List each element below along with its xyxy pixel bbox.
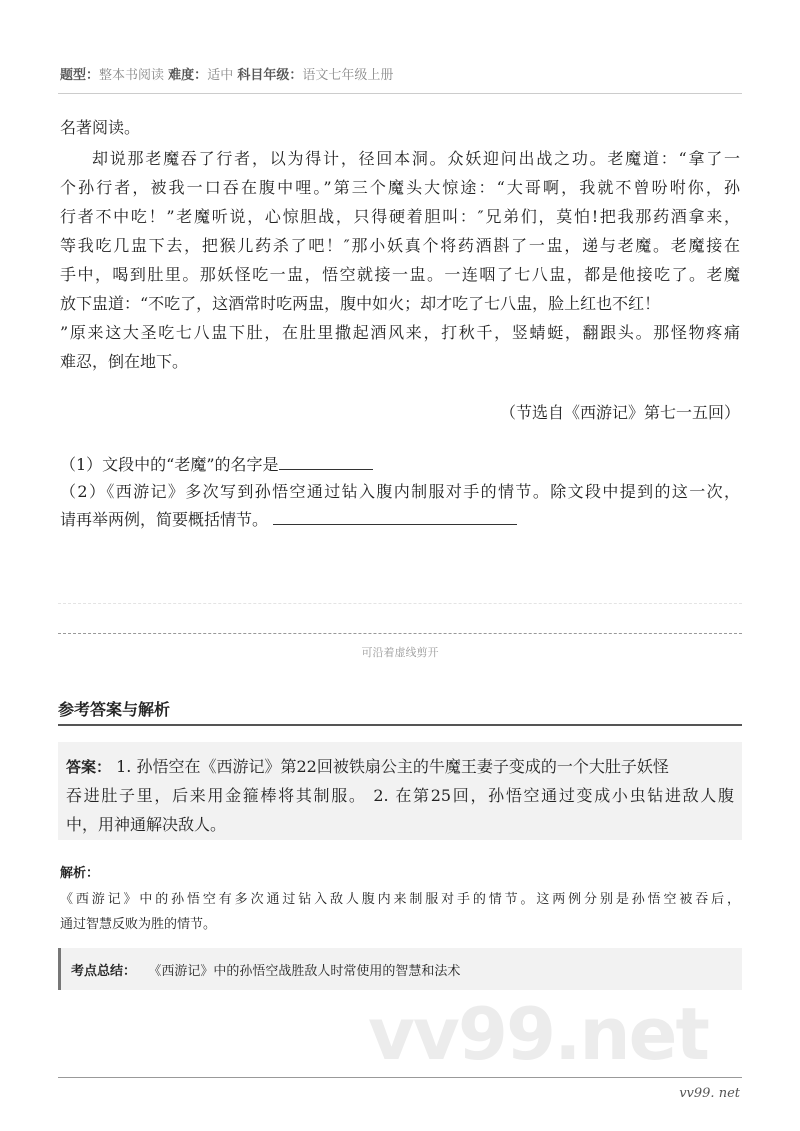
difficulty-value: 适中 — [207, 68, 234, 83]
passage-line: ”原来这大圣吃七八盅下肚，在肚里撒起酒风来，打秋千，竖蜻蜓，翻跟头。那怪物疼痛 — [60, 323, 740, 342]
header-divider — [58, 93, 742, 94]
answer-line — [66, 754, 734, 777]
passage-line: 却说那老魔吞了行者，以为得计，径回本洞。众妖迎问出战之功。老魔道：“拿了一 — [92, 149, 740, 168]
question-2-line-2 — [60, 507, 740, 530]
section-divider — [58, 724, 742, 726]
analysis-line: 《西游记》中的孙悟空有多次通过钻入敌人腹内来制服对手的情节。这两例分别是孙悟空被吞后， — [60, 892, 740, 907]
passage-line: 等我吃几盅下去，把猴儿药杀了吧！″那小妖真个将药酒斟了一盅，递与老魔。老魔接在 — [60, 236, 740, 255]
question-1 — [60, 452, 740, 475]
cut-hint: 可沿着虚线剪开 — [361, 646, 439, 659]
grade-label: 科目年级： — [237, 68, 303, 83]
watermark: vv99.net — [368, 992, 708, 1076]
analysis-line: 通过智慧反败为胜的情节。 — [60, 917, 217, 932]
type-value: 整本书阅读 — [99, 68, 165, 83]
passage-line: 行者不中吃！”老魔听说，心惊胆战，只得硬着胆叫：″兄弟们，莫怕!把我那药酒拿来， — [60, 207, 740, 226]
passage-line: 个孙行者，被我一口吞在腹中哩。”第三个魔头大惊途：“大哥啊，我就不曾吩咐你，孙 — [60, 178, 740, 197]
cut-line — [58, 633, 742, 634]
passage-line: 手中，喝到肚里。那妖怪吃一盅，悟空就接一盅。一连咽了七八盅，都是他接吃了。老魔 — [60, 265, 740, 284]
summary-line — [71, 960, 751, 979]
answer-section-title: 参考答案与解析 — [58, 700, 171, 719]
analysis-label: 解析： — [60, 866, 100, 881]
answer-blank-2[interactable] — [273, 510, 517, 525]
difficulty-label: 难度： — [168, 68, 208, 83]
footer-divider — [58, 1077, 742, 1078]
answer-box — [58, 742, 742, 840]
summary-label: 考点总结： — [71, 964, 137, 979]
answer-text: 1. 孙悟空在《西游记》第22回被铁扇公主的牛魔王妻子变成的一个大肚子妖怪 — [116, 757, 669, 776]
question-2-text: 请再举两例，简要概括情节。 — [60, 510, 269, 529]
grade-value: 语文七年级上册 — [302, 68, 394, 83]
passage-line: 放下盅道：“不吃了，这酒常时吃两盅，腹中如火；却才吃了七八盅，脸上红也不红！ — [60, 294, 661, 313]
summary-box — [58, 948, 742, 990]
question-1-text: （1）文段中的“老魔”的名字是 — [60, 455, 279, 474]
intro-text: 名著阅读。 — [60, 118, 141, 137]
cut-line-faint — [58, 603, 742, 604]
answer-label: 答案： — [66, 758, 112, 776]
answer-line: 吞进肚子里，后来用金箍棒将其制服。 2. 在第25回，孙悟空通过变成小虫钻进敌人腹 — [66, 786, 734, 805]
answer-line: 中，用神通解决敌人。 — [66, 815, 227, 834]
footer-site: vv99. net — [679, 1086, 740, 1101]
passage-source: （节选自《西游记》第七一五回） — [499, 403, 740, 422]
passage-line: 难忍，倒在地下。 — [60, 352, 189, 371]
summary-text: 《西游记》中的孙悟空战胜敌人时常使用的智慧和法术 — [148, 964, 461, 979]
type-label: 题型： — [60, 68, 100, 83]
answer-blank-1[interactable] — [279, 455, 373, 470]
question-meta — [60, 64, 393, 83]
question-2-line-1: （2）《西游记》多次写到孙悟空通过钻入腹内制服对手的情节。除文段中提到的这一次， — [60, 482, 740, 501]
